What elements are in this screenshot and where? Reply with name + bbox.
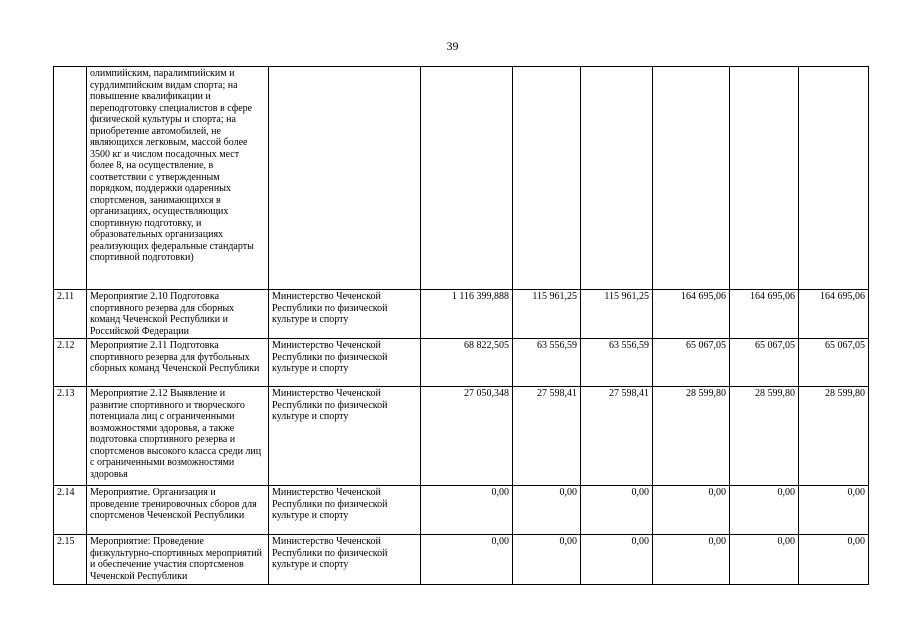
value-cell: [730, 67, 799, 290]
value-cell: 27 050,348: [421, 387, 513, 486]
value-cell: 0,00: [799, 535, 869, 585]
value-cell: 65 067,05: [799, 339, 869, 387]
table-row: [54, 67, 869, 290]
value-cell: 0,00: [730, 535, 799, 585]
value-cell: 0,00: [421, 535, 513, 585]
value-cell: 0,00: [730, 486, 799, 535]
value-cell: 0,00: [799, 486, 869, 535]
event-name-cell: Мероприятие: Проведение физкультурно-спортивных мероприятий и обеспечение участия спортсменов Чеченской Республики: [87, 535, 269, 585]
row-number-cell: 2.14: [54, 486, 87, 535]
table-row: [54, 535, 869, 585]
row-number-cell: 2.13: [54, 387, 87, 486]
executor-cell: Министерство Чеченской Республики по физической культуре и спорту: [269, 387, 421, 486]
value-cell: 27 598,41: [513, 387, 581, 486]
event-name-cell: Мероприятие 2.12 Выявление и развитие спортивного и творческого потенциала лиц с ограниченными возможностями здоровья, а также подготовка спортивного резерва и спортсменов высокого класса среди лиц с ограниченными возможностями здоровья: [87, 387, 269, 486]
value-cell: 0,00: [653, 486, 730, 535]
event-name-cell: олимпийским, паралимпийским и сурдлимпийским видам спорта; на повышение квалификации и переподготовку специалистов в сфере физической культуры и спорта; на приобретение автомобилей, не являющихся легковым, массой более 3500 кг и числом посадочных мест более 8, на осуществление, в соответствии с утвержденным порядком, поддержки одаренных спортсменов, занимающихся в организациях, осуществляющих спортивную подготовку, и образовательных организациях реализующих федеральные стандарты спортивной подготовки): [87, 67, 269, 290]
executor-cell: Министерство Чеченской Республики по физической культуре и спорту: [269, 486, 421, 535]
table-row: [54, 486, 869, 535]
value-cell: 28 599,80: [653, 387, 730, 486]
value-cell: [581, 67, 653, 290]
value-cell: 63 556,59: [581, 339, 653, 387]
event-name-cell: Мероприятие 2.11 Подготовка спортивного резерва для футбольных сборных команд Чеченской Республики: [87, 339, 269, 387]
executor-cell: Министерство Чеченской Республики по физической культуре и спорту: [269, 535, 421, 585]
value-cell: [799, 67, 869, 290]
value-cell: 0,00: [421, 486, 513, 535]
value-cell: [653, 67, 730, 290]
row-number-cell: 2.12: [54, 339, 87, 387]
value-cell: [513, 67, 581, 290]
value-cell: [421, 67, 513, 290]
value-cell: 28 599,80: [730, 387, 799, 486]
value-cell: 68 822,505: [421, 339, 513, 387]
value-cell: 115 961,25: [513, 290, 581, 339]
table-row: [54, 290, 869, 339]
row-number-cell: [54, 67, 87, 290]
table-row: [54, 339, 869, 387]
executor-cell: Министерство Чеченской Республики по физической культуре и спорту: [269, 290, 421, 339]
value-cell: 0,00: [653, 535, 730, 585]
value-cell: 63 556,59: [513, 339, 581, 387]
value-cell: 28 599,80: [799, 387, 869, 486]
value-cell: 164 695,06: [730, 290, 799, 339]
value-cell: 0,00: [581, 486, 653, 535]
page-number: 39: [446, 39, 459, 53]
value-cell: 164 695,06: [799, 290, 869, 339]
program-table: [53, 66, 869, 585]
value-cell: 0,00: [513, 535, 581, 585]
event-name-cell: Мероприятие. Организация и проведение тренировочных сборов для спортсменов Чеченской Республики: [87, 486, 269, 535]
table-row: [54, 387, 869, 486]
value-cell: 0,00: [581, 535, 653, 585]
value-cell: 164 695,06: [653, 290, 730, 339]
value-cell: 65 067,05: [653, 339, 730, 387]
value-cell: 27 598,41: [581, 387, 653, 486]
row-number-cell: 2.11: [54, 290, 87, 339]
row-number-cell: 2.15: [54, 535, 87, 585]
event-name-cell: Мероприятие 2.10 Подготовка спортивного резерва для сборных команд Чеченской Республики и Российской Федерации: [87, 290, 269, 339]
value-cell: 65 067,05: [730, 339, 799, 387]
executor-cell: Министерство Чеченской Республики по физической культуре и спорту: [269, 339, 421, 387]
value-cell: 115 961,25: [581, 290, 653, 339]
value-cell: 1 116 399,888: [421, 290, 513, 339]
value-cell: 0,00: [513, 486, 581, 535]
executor-cell: [269, 67, 421, 290]
